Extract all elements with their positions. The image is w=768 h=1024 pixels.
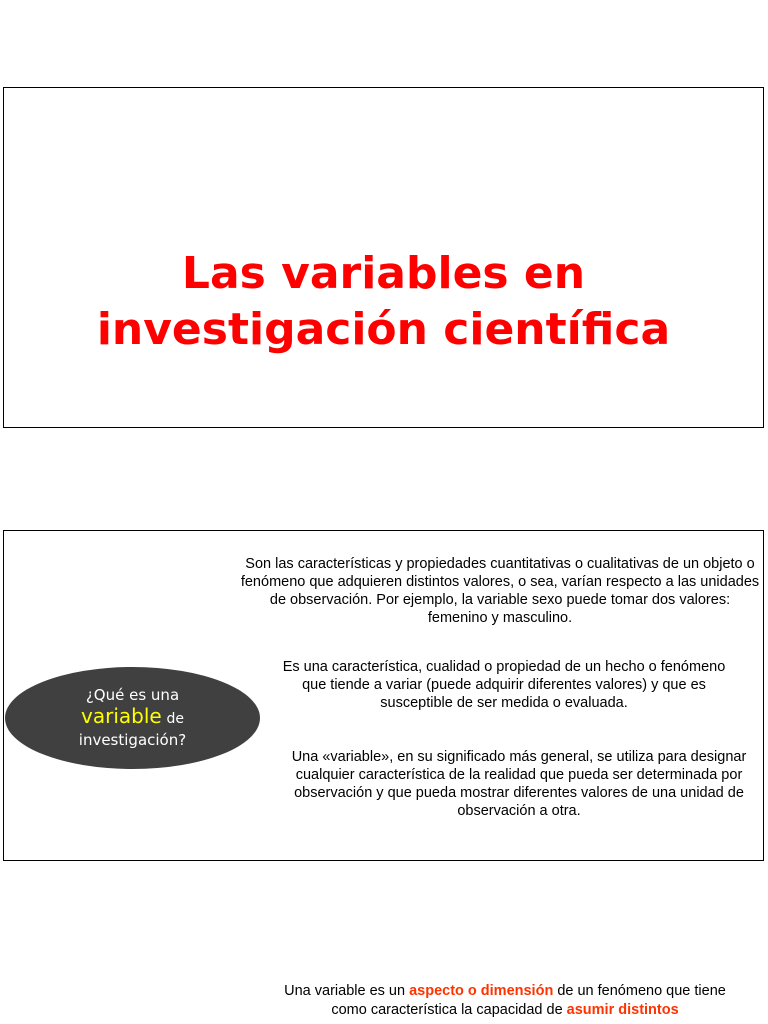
question-line-2 — [81, 706, 184, 730]
title-line-1: Las variables en — [181, 248, 586, 299]
question-keyword: variable — [81, 704, 162, 728]
definition-2: Es una característica, cualidad o propiedad de un hecho o fenómeno que tiende a variar (puede adquirir diferentes valores) y que es susceptible de ser medida o evaluada. — [282, 659, 726, 711]
slide3-highlight-1: aspecto o dimensión — [409, 983, 554, 999]
slide3-text-part-1: Una variable es un — [284, 983, 410, 999]
question-line-3: investigación? — [78, 731, 187, 749]
title-line-2: investigación científica — [96, 304, 671, 355]
slide3-definition — [270, 982, 740, 1020]
definition-1: Son las características y propiedades cuantitativas o cualitativas de un objeto o fenómeno que adquieren distintos valores, o sea, varían respecto a las unidades de observación. Por ejemplo, la variable sexo puede tomar dos valores: femenino y masculino. — [240, 556, 760, 626]
slide3-text-part-2: de un fenómeno que tiene como característica la capacidad de — [331, 983, 726, 1018]
definition-3: Una «variable», en su significado más general, se utiliza para designar cualquier característica de la realidad que pueda ser determinada por observación y que pueda mostrar diferentes valores de una unidad de observación a otra. — [291, 749, 747, 819]
question-connector: de — [166, 711, 184, 727]
definition-slide — [3, 530, 764, 861]
slide-title — [4, 246, 763, 358]
question-bubble — [5, 667, 260, 769]
question-line-1: ¿Qué es una — [85, 686, 180, 704]
title-slide — [3, 87, 764, 428]
slide3-highlight-2: asumir distintos — [566, 1002, 679, 1018]
